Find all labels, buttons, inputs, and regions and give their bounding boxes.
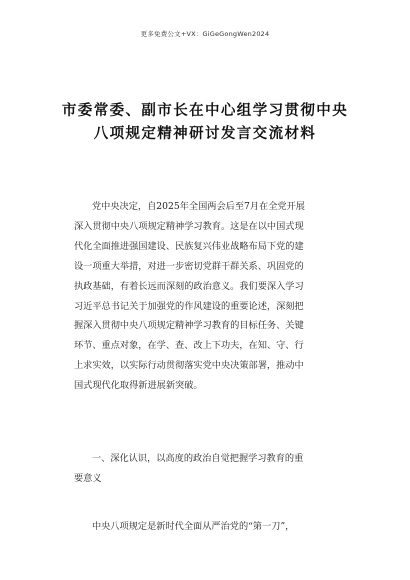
paragraph-intro [74, 197, 342, 396]
paragraph-line: 党中央决定，自2025年全国两会后至7月在全党开展 [92, 201, 305, 212]
paragraph-line: 执政基础，有着长远而深刻的政治意义。我们要深入学习 [74, 280, 304, 292]
paragraph-line: 中央八项规定是新时代全面从严治党的“第一刀”， [92, 521, 295, 532]
heading-line: 要意义 [74, 472, 102, 484]
document-title-line-2: 八项规定精神研讨发言交流材料 [93, 126, 317, 142]
paragraph-line: 上求实效，以实际行动贯彻落实党中央决策部署，推动中 [74, 360, 304, 372]
document-title-line-1: 市委常委、副市长在中心组学习贯彻中央 [61, 103, 349, 119]
header-note: 更多免费公文+VX：GiGeGongWen2024 [140, 30, 270, 38]
paragraph-line: 习近平总书记关于加强党的作风建设的重要论述，深刻把 [74, 300, 304, 312]
section-heading-1 [74, 449, 342, 489]
paragraph-line: 设一项重大举措，对进一步密切党群干群关系、巩固党的 [74, 260, 304, 272]
paragraph-line: 深入贯彻中央八项规定精神学习教育。这是在以中国式现 [74, 220, 304, 232]
paragraph-line: 代化全面推进强国建设、民族复兴伟业战略布局下党的建 [74, 240, 304, 252]
paragraph-line: 握深入贯彻中央八项规定精神学习教育的目标任务、关键 [74, 320, 304, 332]
paragraph-line: 国式现代化取得新进展新突破。 [74, 380, 203, 392]
paragraph-line: 环节、重点对象，在学、查、改上下功夫，在知、守、行 [74, 340, 304, 352]
heading-line: 一、深化认识，以高度的政治自觉把握学习教育的重 [92, 453, 304, 464]
paragraph-section-1 [74, 517, 342, 537]
